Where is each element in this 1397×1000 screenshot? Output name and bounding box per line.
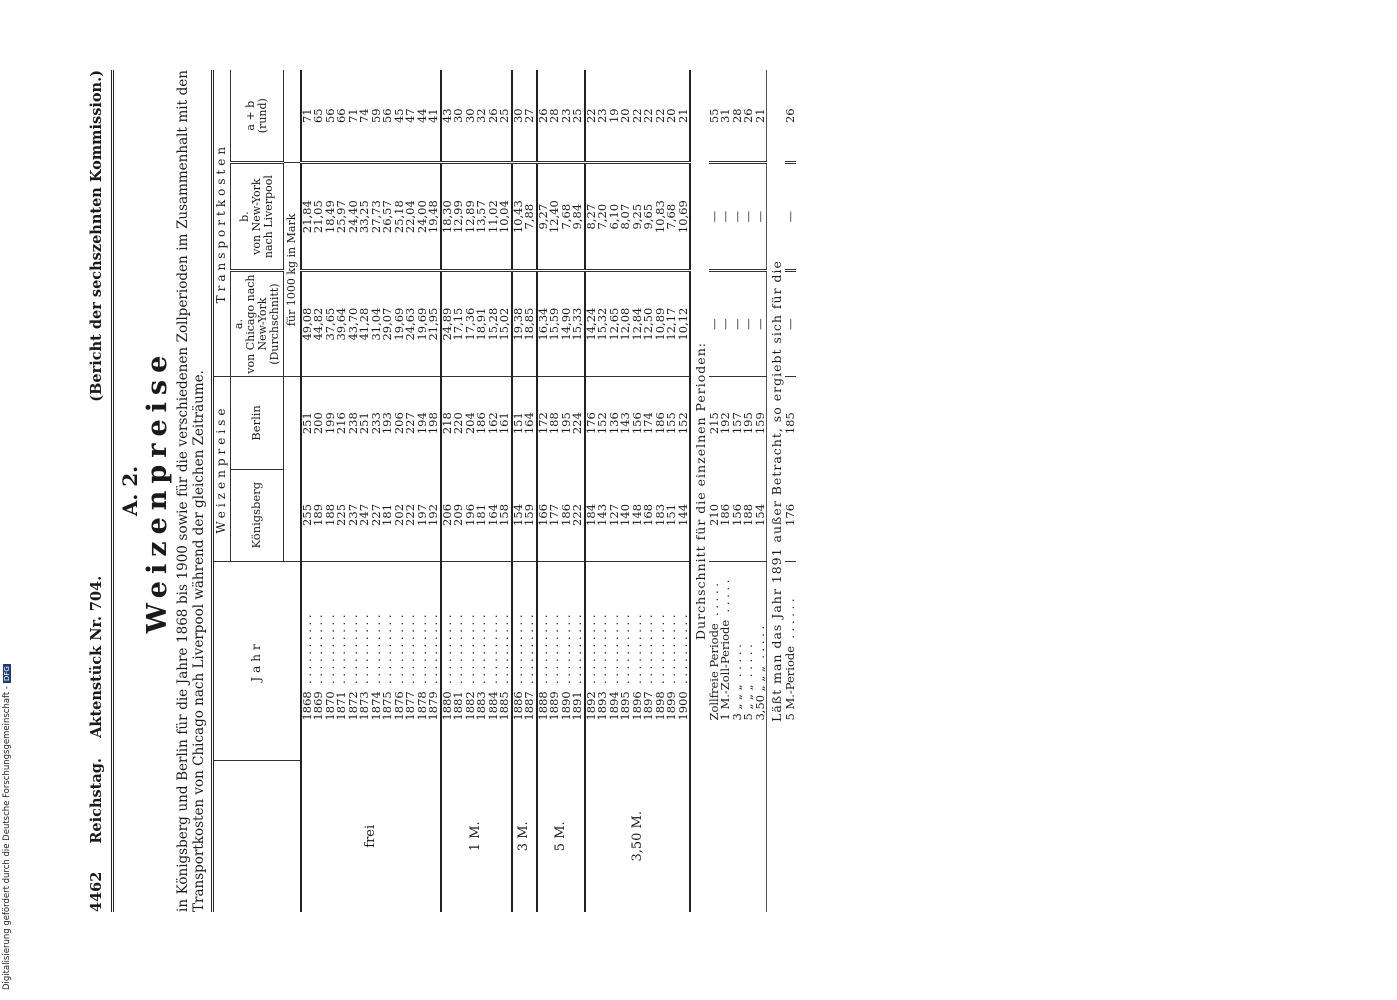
transport-ab-cell: 28 [549,70,561,163]
transport-b-cell: 18,49 [325,163,337,270]
blank-cell [743,761,755,912]
tariff-group-label: 3 M. [512,761,537,912]
transport-ab-cell: 32 [476,70,488,163]
transport-a-cell: 12,84 [629,307,644,341]
blank-cell [720,761,732,912]
koenigsberg-cell: 197 [414,503,429,526]
berlin-cell: 199 [325,377,337,469]
berlin-cell: 233 [371,377,383,469]
transport-a-cell: 44,82 [311,307,325,341]
transport-ab-cell: 59 [371,70,383,163]
period-label: 5 „ „ „ . . . . . [743,561,755,760]
berlin-cell: 220 [453,377,465,469]
koenigsberg-cell: 237 [345,503,360,526]
transport-b-cell: — [785,163,797,270]
averages-title: Durchschnitt für die einzelnen Perioden: [690,70,709,912]
transport-b-cell: 7,68 [666,163,678,270]
year-cell: 1894 . . . . . . . . . . [609,561,621,760]
transport-a-cell: 15,28 [485,307,500,341]
year-cell: 1874 . . . . . . . . . . [371,561,383,760]
koenigsberg-cell: 225 [334,503,348,526]
berlin-cell: 152 [597,377,609,469]
transport-ab-cell: 28 [732,70,744,163]
document-number: Aktenstück Nr. 704. [88,575,105,738]
koenigsberg-cell: 188 [741,503,755,526]
transport-a-cell: 18,85 [522,307,536,341]
transport-b-cell: 22,04 [405,163,417,270]
digitization-credit: Digitalisierung gefördert durch die Deutsche Forschungsgemeinschaft -DFG [2,666,12,990]
berlin-cell: 206 [394,377,406,469]
transport-ab-cell: 45 [394,70,406,163]
koenigsberg-cell: 148 [629,503,644,526]
transport-ab-cell: 21 [678,70,691,163]
transport-a-cell: 49,08 [301,270,314,376]
transport-ab-cell: 30 [453,70,465,163]
year-cell: 1897 . . . . . . . . . . [643,561,655,760]
blank-cell [709,761,721,912]
koenigsberg-cell: 222 [570,503,584,526]
koenigsberg-cell: 159 [522,503,536,526]
table-row [441,70,454,912]
header-col-a: a. von Chicago nach New-York (Durchschnitt) [230,270,283,376]
berlin-cell: 224 [572,377,585,469]
table-row [512,70,525,912]
table-row [785,70,797,912]
header-unit: für 1000 kg in Mark [283,163,301,377]
transport-a-cell: 18,91 [474,307,488,341]
koenigsberg-cell: 168 [641,503,655,526]
transport-ab-cell: 22 [643,70,655,163]
transport-a-cell: 16,34 [537,270,550,376]
transport-ab-cell: 23 [561,70,573,163]
transport-ab-cell: 25 [572,70,585,163]
koenigsberg-cell: 164 [485,503,500,526]
berlin-cell: 195 [561,377,573,469]
transport-ab-cell: 23 [597,70,609,163]
header-col-ab: a + b (rund) [230,70,283,163]
transport-a-cell: 12,08 [618,307,632,341]
berlin-cell: 172 [537,377,550,469]
koenigsberg-cell: 202 [391,503,406,526]
transport-b-cell: 10,43 [512,163,525,270]
koenigsberg-cell: 222 [403,503,417,526]
transport-b-cell: — [709,163,721,270]
year-cell: 1880 . . . . . . . . . . [441,561,454,760]
koenigsberg-cell: 210 [706,503,721,526]
transport-a-cell: 39,64 [334,307,348,341]
berlin-cell: 164 [524,377,537,469]
year-cell: 1896 . . . . . . . . . . [632,561,644,760]
transport-b-cell: 12,40 [549,163,561,270]
transport-a-cell: 37,65 [322,307,337,341]
table-subtitle: in Königsberg und Berlin für die Jahre 1868 bis 1900 sowie für die verschiedenen Zollperioden im Zusammenhalt mit den Transportkosten von Chicago nach Liverpool während der gleichen Zeiträume. [175,70,207,912]
transport-ab-cell: 22 [655,70,667,163]
transport-ab-cell: 22 [632,70,644,163]
transport-a-cell: 12,17 [664,307,678,341]
year-cell: 1895 . . . . . . . . . . [620,561,632,760]
transport-a-cell: 31,04 [368,307,383,341]
table-row [732,70,744,912]
transport-a-cell: 17,15 [451,307,465,341]
koenigsberg-cell: 189 [311,503,325,526]
transport-a-cell: 15,59 [547,307,561,341]
berlin-cell: 162 [488,377,500,469]
berlin-cell: 174 [643,377,655,469]
transport-a-cell: 15,32 [595,307,609,341]
transport-b-cell: 26,57 [382,163,394,270]
table-row [585,70,598,912]
koenigsberg-cell: 186 [718,503,732,526]
koenigsberg-cell: 143 [595,503,609,526]
koenigsberg-cell: 151 [664,503,678,526]
transport-b-cell: 18,30 [441,163,454,270]
transport-b-cell: 12,99 [453,163,465,270]
transport-ab-cell: 26 [785,70,797,163]
transport-a-cell: 12,50 [641,307,655,341]
transport-b-cell: 21,84 [301,163,314,270]
transport-ab-cell: 56 [382,70,394,163]
koenigsberg-cell: 184 [585,469,598,561]
transport-a-cell: 14,24 [585,270,598,376]
period-label: 1 M.-Zoll-Periode . . . . . [720,561,732,760]
transport-ab-cell: 66 [336,70,348,163]
table-body [301,70,797,912]
berlin-cell: 176 [585,377,598,469]
header-transportkosten: Transportkosten [213,70,231,377]
berlin-cell: 251 [359,377,371,469]
header-berlin: Berlin [230,377,283,469]
koenigsberg-cell: 255 [301,469,314,561]
year-cell: 1889 . . . . . . . . . . [549,561,561,760]
transport-b-cell: 6,10 [609,163,621,270]
document-page [88,70,796,912]
berlin-cell: 152 [678,377,691,469]
year-cell: 1898 . . . . . . . . . . [655,561,667,760]
berlin-cell: 198 [428,377,441,469]
group-column-header [213,761,301,912]
transport-ab-cell: 56 [325,70,337,163]
transport-b-cell: — [720,163,732,270]
berlin-cell: 186 [655,377,667,469]
berlin-cell: 215 [709,377,721,469]
year-cell: 1890 . . . . . . . . . . [561,561,573,760]
transport-b-cell: 10,04 [499,163,512,270]
berlin-cell: 161 [499,377,512,469]
transport-b-cell: — [743,163,755,270]
averages-title-row [690,70,709,912]
berlin-cell: 195 [743,377,755,469]
berlin-cell: 238 [348,377,360,469]
publication-name: Reichstag. Aktenstück Nr. 704. [88,575,105,844]
transport-a-cell: 10,89 [652,307,667,341]
berlin-cell: 194 [417,377,429,469]
koenigsberg-cell: 196 [462,503,477,526]
year-cell: 1900 . . . . . . . . . . [678,561,691,760]
transport-b-cell: 24,00 [417,163,429,270]
transport-b-cell: 7,68 [561,163,573,270]
transport-ab-cell: 74 [359,70,371,163]
transport-b-cell: 33,25 [359,163,371,270]
transport-ab-cell: 26 [743,70,755,163]
year-cell: 1892 . . . . . . . . . . [585,561,598,760]
transport-b-cell: 25,97 [336,163,348,270]
berlin-cell: 159 [755,377,767,469]
koenigsberg-cell: 166 [537,469,550,561]
table-row [301,70,314,912]
year-cell: 1868 . . . . . . . . . . [301,561,314,760]
transport-a-cell: 19,69 [414,307,429,341]
period-label: 3,50 „ „ „ . . . . . [755,561,767,760]
transport-b-cell: 9,65 [643,163,655,270]
transport-b-cell: 9,84 [572,163,585,270]
transport-ab-cell: 19 [609,70,621,163]
transport-a-cell: 29,07 [380,307,394,341]
dfg-logo: DFG [3,666,11,682]
berlin-cell: 188 [549,377,561,469]
berlin-cell: 155 [666,377,678,469]
tariff-group-label: 5 M. [537,761,585,912]
transport-a-cell: 15,02 [497,307,511,341]
blank-cell [732,761,744,912]
year-cell: 1881 . . . . . . . . . . [453,561,465,760]
transport-a-cell: — [718,318,732,330]
year-cell: 1884 . . . . . . . . . . [488,561,500,760]
transport-b-cell: 9,27 [537,163,550,270]
transport-b-cell: 8,07 [620,163,632,270]
berlin-cell: 143 [620,377,632,469]
year-cell: 1893 . . . . . . . . . . [597,561,609,760]
berlin-cell: 251 [301,377,314,469]
transport-b-cell: 7,20 [597,163,609,270]
year-cell: 1899 . . . . . . . . . . [666,561,678,760]
transport-ab-cell: 27 [524,70,537,163]
koenigsberg-cell: 209 [451,503,465,526]
table-row [720,70,732,912]
berlin-cell: 192 [720,377,732,469]
transport-a-cell: 24,89 [441,270,454,376]
transport-a-cell: 17,36 [462,307,477,341]
header-jahr: Jahr [213,561,301,760]
year-cell: 1877 . . . . . . . . . . [405,561,417,760]
year-cell: 1883 . . . . . . . . . . [476,561,488,760]
koenigsberg-cell: 140 [618,503,632,526]
table-header [213,70,301,912]
year-cell: 1888 . . . . . . . . . . [537,561,550,760]
transport-b-cell: — [755,163,767,270]
koenigsberg-cell: 177 [547,503,561,526]
page-number: 4462 [88,871,105,912]
transport-a-cell: 21,95 [426,307,440,341]
year-cell: 1878 . . . . . . . . . . [417,561,429,760]
tariff-group-label: 3,50 M. [585,761,691,912]
year-cell: 1872 . . . . . . . . . . [348,561,360,760]
year-cell: 1882 . . . . . . . . . . [465,561,477,760]
transport-b-cell: 8,27 [585,163,598,270]
transport-b-cell: 11,02 [488,163,500,270]
koenigsberg-cell: 181 [380,503,394,526]
koenigsberg-cell: 127 [606,503,621,526]
year-cell: 1879 . . . . . . . . . . [428,561,441,760]
transport-a-cell: — [741,318,755,330]
transport-a-cell: 14,90 [558,307,573,341]
koenigsberg-cell: 183 [652,503,667,526]
transport-b-cell: 12,89 [465,163,477,270]
transport-b-cell: 9,25 [632,163,644,270]
transport-a-cell: 12,65 [606,307,621,341]
transport-ab-cell: 71 [348,70,360,163]
report-name: (Bericht der sechszehnten Kommission.) [88,70,105,402]
year-cell: 1887 . . . . . . . . . . [524,561,537,760]
koenigsberg-cell: 176 [782,503,797,526]
transport-ab-cell: 44 [417,70,429,163]
transport-b-cell: — [732,163,744,270]
note-row [767,70,785,912]
year-cell: 1870 . . . . . . . . . . [325,561,337,760]
transport-ab-cell: 20 [620,70,632,163]
transport-b-cell: 19,48 [428,163,441,270]
berlin-cell: 136 [609,377,621,469]
berlin-cell: 185 [785,377,797,469]
header-koenigsberg: Königsberg [230,469,283,561]
transport-a-cell: 19,38 [512,270,525,376]
koenigsberg-cell: 156 [729,503,744,526]
period-label: 3 „ „ „ . . . . . [732,561,744,760]
transport-ab-cell: 21 [755,70,767,163]
running-head [88,70,105,912]
koenigsberg-cell: 158 [497,503,511,526]
transport-ab-cell: 30 [465,70,477,163]
table-row [743,70,755,912]
koenigsberg-cell: 154 [752,503,767,526]
year-cell: 1891 . . . . . . . . . . [572,561,585,760]
transport-a-cell: 24,63 [403,307,417,341]
transport-b-cell: 13,57 [476,163,488,270]
transport-a-cell: 10,12 [675,307,690,341]
header-col-b: b. von New-York nach Liverpool [230,163,283,270]
table-row [755,70,767,912]
transport-ab-cell: 26 [537,70,550,163]
header-weizenpreise: Weizenpreise [213,377,231,562]
transport-a-cell: — [706,318,721,330]
transport-ab-cell: 25 [499,70,512,163]
transport-b-cell: 10,83 [655,163,667,270]
transport-b-cell: 24,40 [348,163,360,270]
berlin-cell: 151 [512,377,525,469]
year-cell: 1876 . . . . . . . . . . [394,561,406,760]
period-label: 5 M.-Periode . . . . . . [785,561,797,760]
transport-ab-cell: 71 [301,70,314,163]
berlin-cell: 218 [441,377,454,469]
transport-a-cell: — [782,318,797,330]
transport-ab-cell: 30 [512,70,525,163]
transport-b-cell: 25,18 [394,163,406,270]
year-cell: 1871 . . . . . . . . . . [336,561,348,760]
transport-a-cell: — [752,318,767,330]
wheat-price-table [211,70,796,912]
berlin-cell: 193 [382,377,394,469]
year-cell: 1886 . . . . . . . . . . [512,561,525,760]
koenigsberg-cell: 192 [426,503,440,526]
blank-cell [755,761,767,912]
tariff-group-label: frei [301,761,441,912]
transport-a-cell: 15,33 [570,307,584,341]
koenigsberg-cell: 181 [474,503,488,526]
table-title: Weizenpreise [142,348,173,634]
koenigsberg-cell: 186 [558,503,573,526]
transport-a-cell: 19,69 [391,307,406,341]
period-label: Zollfreie Periode . . . . . [709,561,721,760]
berlin-cell: 204 [465,377,477,469]
year-cell: 1885 . . . . . . . . . . [499,561,512,760]
year-cell: 1873 . . . . . . . . . . [359,561,371,760]
transport-b-cell: 7,88 [524,163,537,270]
berlin-cell: 156 [632,377,644,469]
blank-cell [785,761,797,912]
transport-ab-cell: 43 [441,70,454,163]
transport-a-cell: 43,70 [345,307,360,341]
transport-ab-cell: 31 [720,70,732,163]
tariff-group-label: 1 M. [441,761,512,912]
table-row [537,70,550,912]
berlin-cell: 227 [405,377,417,469]
section-label: A. 2. [118,465,142,517]
koenigsberg-cell: 227 [368,503,383,526]
berlin-cell: 186 [476,377,488,469]
year-cell: 1875 . . . . . . . . . . [382,561,394,760]
koenigsberg-cell: 154 [512,469,525,561]
transport-ab-cell: 65 [313,70,325,163]
header-rule [111,70,114,912]
koenigsberg-cell: 144 [675,503,690,526]
transport-ab-cell: 22 [585,70,598,163]
koenigsberg-cell: 247 [357,503,371,526]
year-cell: 1869 . . . . . . . . . . [313,561,325,760]
transport-ab-cell: 41 [428,70,441,163]
transport-b-cell: 10,69 [678,163,691,270]
koenigsberg-cell: 206 [441,469,454,561]
transport-ab-cell: 20 [666,70,678,163]
transport-b-cell: 21,05 [313,163,325,270]
berlin-cell: 157 [732,377,744,469]
transport-ab-cell: 55 [709,70,721,163]
table-row [709,70,721,912]
berlin-cell: 216 [336,377,348,469]
transport-a-cell: — [729,318,744,330]
note-text: Läßt man das Jahr 1891 außer Betracht, so ergiebt sich für die [767,70,785,912]
transport-ab-cell: 47 [405,70,417,163]
berlin-cell: 200 [313,377,325,469]
transport-a-cell: 41,28 [357,307,371,341]
transport-ab-cell: 26 [488,70,500,163]
transport-b-cell: 27,73 [371,163,383,270]
koenigsberg-cell: 188 [322,503,337,526]
